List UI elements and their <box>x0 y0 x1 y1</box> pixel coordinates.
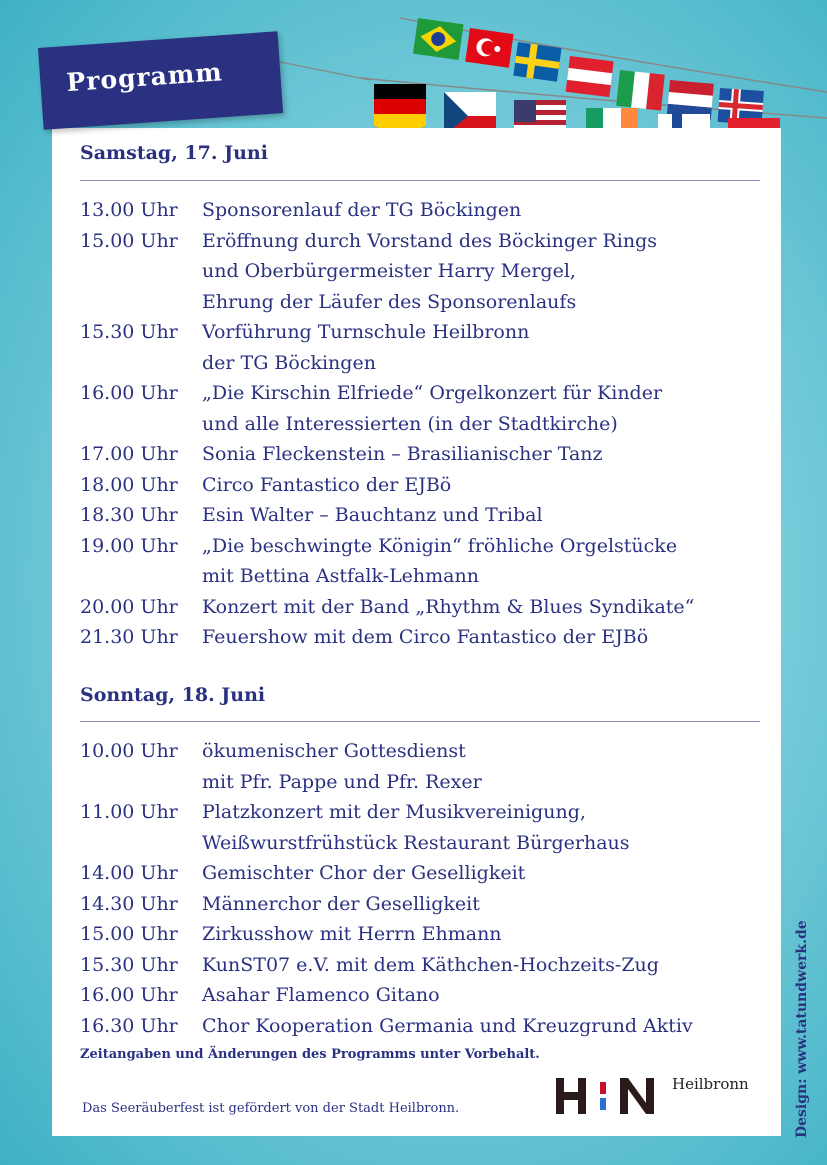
schedule-description <box>202 1011 780 1042</box>
schedule-time: 13.00 Uhr <box>80 199 178 221</box>
schedule-item <box>80 439 780 470</box>
schedule-time: 15.00 Uhr <box>80 923 178 945</box>
schedule-line: Sonia Fleckenstein – Brasilianischer Tanz <box>202 443 603 465</box>
schedule-line: Chor Kooperation Germania und Kreuzgrund Aktiv <box>202 1014 693 1037</box>
design-credit: Design: www.tatundwerk.de <box>794 920 810 1138</box>
italy-flag <box>616 70 665 111</box>
schedule-line: Konzert mit der Band „Rhythm & Blues Syndikate“ <box>202 595 695 618</box>
schedule-line: Circo Fantastico der EJBö <box>202 473 452 496</box>
schedule-time: 16.00 Uhr <box>80 382 178 404</box>
schedule-line: Esin Walter – Bauchtanz und Tribal <box>202 504 543 526</box>
schedule-line: „Die beschwingte Königin“ fröhliche Orgelstücke <box>202 534 678 557</box>
schedule-time: 18.30 Uhr <box>80 504 178 526</box>
schedule-time: 15.30 Uhr <box>80 953 178 976</box>
netherlands-flag <box>667 80 714 120</box>
schedule-item <box>80 950 780 981</box>
schedule-description <box>202 736 780 797</box>
schedule-time: 15.00 Uhr <box>80 229 178 252</box>
schedule-line: Eröffnung durch Vorstand des Böckinger Rings <box>202 229 657 252</box>
divider <box>80 180 760 181</box>
schedule-time: 16.00 Uhr <box>80 984 178 1006</box>
schedule-description <box>202 919 780 950</box>
schedule-time: 14.30 Uhr <box>80 892 178 915</box>
schedule-item <box>80 797 780 858</box>
schedule-item <box>80 622 780 653</box>
schedule-description <box>202 317 780 378</box>
schedule-time: 21.30 Uhr <box>80 626 178 648</box>
schedule-time: 14.00 Uhr <box>80 862 178 884</box>
schedule-description <box>202 195 780 226</box>
brazil-flag <box>413 18 464 60</box>
schedule-item <box>80 378 780 439</box>
schedule-line: Zirkusshow mit Herrn Ehmann <box>202 923 502 945</box>
schedule-item <box>80 592 780 623</box>
schedule-item <box>80 500 780 531</box>
schedule-item <box>80 531 780 592</box>
schedule-line: Gemischter Chor der Geselligkeit <box>202 862 526 884</box>
schedule-description <box>202 378 780 439</box>
schedule-description <box>202 470 780 501</box>
sunday-heading: Sonntag, 18. Juni <box>80 684 266 706</box>
schedule-time: 15.30 Uhr <box>80 321 178 343</box>
program-banner <box>38 31 283 130</box>
schedule-line: „Die Kirschin Elfriede“ Orgelkonzert für Kinder <box>202 382 663 404</box>
schedule-line: Weißwurstfrühstück Restaurant Bürgerhaus <box>202 831 630 854</box>
schedule-item <box>80 858 780 889</box>
city-name: Heilbronn <box>672 1075 749 1093</box>
schedule-description <box>202 500 780 531</box>
schedule-line: und alle Interessierten (in der Stadtkirche) <box>202 412 618 435</box>
schedule-line: Vorführung Turnschule Heilbronn <box>202 321 530 343</box>
austria-flag <box>566 56 614 97</box>
schedule-item <box>80 980 780 1011</box>
schedule-description <box>202 592 780 623</box>
sunday-schedule <box>80 736 780 1041</box>
schedule-item <box>80 1011 780 1042</box>
schedule-time: 16.30 Uhr <box>80 1014 178 1037</box>
schedule-item <box>80 889 780 920</box>
schedule-line: KunST07 e.V. mit dem Käthchen-Hochzeits-Zug <box>202 953 659 976</box>
schedule-time: 17.00 Uhr <box>80 443 178 465</box>
saturday-schedule <box>80 195 780 653</box>
schedule-line: Platzkonzert mit der Musikvereinigung, <box>202 801 586 823</box>
turkey-flag <box>465 28 513 68</box>
schedule-time: 19.00 Uhr <box>80 534 178 557</box>
schedule-description <box>202 858 780 889</box>
divider <box>80 721 760 722</box>
schedule-description <box>202 226 780 318</box>
schedule-line: der TG Böckingen <box>202 351 376 374</box>
schedule-item <box>80 736 780 797</box>
schedule-description <box>202 950 780 981</box>
schedule-line: mit Pfr. Pappe und Pfr. Rexer <box>202 770 482 793</box>
heilbronn-logo <box>556 1076 666 1116</box>
schedule-line: mit Bettina Astfalk-Lehmann <box>202 565 479 587</box>
schedule-line: ökumenischer Gottesdienst <box>202 740 466 762</box>
schedule-description <box>202 889 780 920</box>
schedule-item <box>80 195 780 226</box>
schedule-line: Feuershow mit dem Circo Fantastico der EJBö <box>202 626 649 648</box>
schedule-time: 11.00 Uhr <box>80 801 178 823</box>
schedule-line: Männerchor der Geselligkeit <box>202 892 480 915</box>
schedule-time: 20.00 Uhr <box>80 595 178 618</box>
sponsor-text: Das Seeräuberfest ist gefördert von der Stadt Heilbronn. <box>82 1101 460 1116</box>
schedule-line: Ehrung der Läufer des Sponsorenlaufs <box>202 290 577 313</box>
schedule-item <box>80 470 780 501</box>
schedule-description <box>202 980 780 1011</box>
schedule-item <box>80 317 780 378</box>
schedule-item <box>80 919 780 950</box>
schedule-time: 18.00 Uhr <box>80 473 178 496</box>
schedule-description <box>202 439 780 470</box>
schedule-line: und Oberbürgermeister Harry Mergel, <box>202 260 576 282</box>
saturday-heading: Samstag, 17. Juni <box>80 142 268 164</box>
sweden-flag <box>513 42 561 82</box>
schedule-item <box>80 226 780 318</box>
disclaimer-text: Zeitangaben und Änderungen des Programms unter Vorbehalt. <box>80 1047 540 1062</box>
schedule-description <box>202 797 780 858</box>
schedule-line: Asahar Flamenco Gitano <box>202 984 440 1006</box>
schedule-description <box>202 531 780 592</box>
schedule-description <box>202 622 780 653</box>
banner-title: Programm <box>65 57 224 98</box>
schedule-line: Sponsorenlauf der TG Böckingen <box>202 199 522 221</box>
schedule-time: 10.00 Uhr <box>80 740 178 762</box>
